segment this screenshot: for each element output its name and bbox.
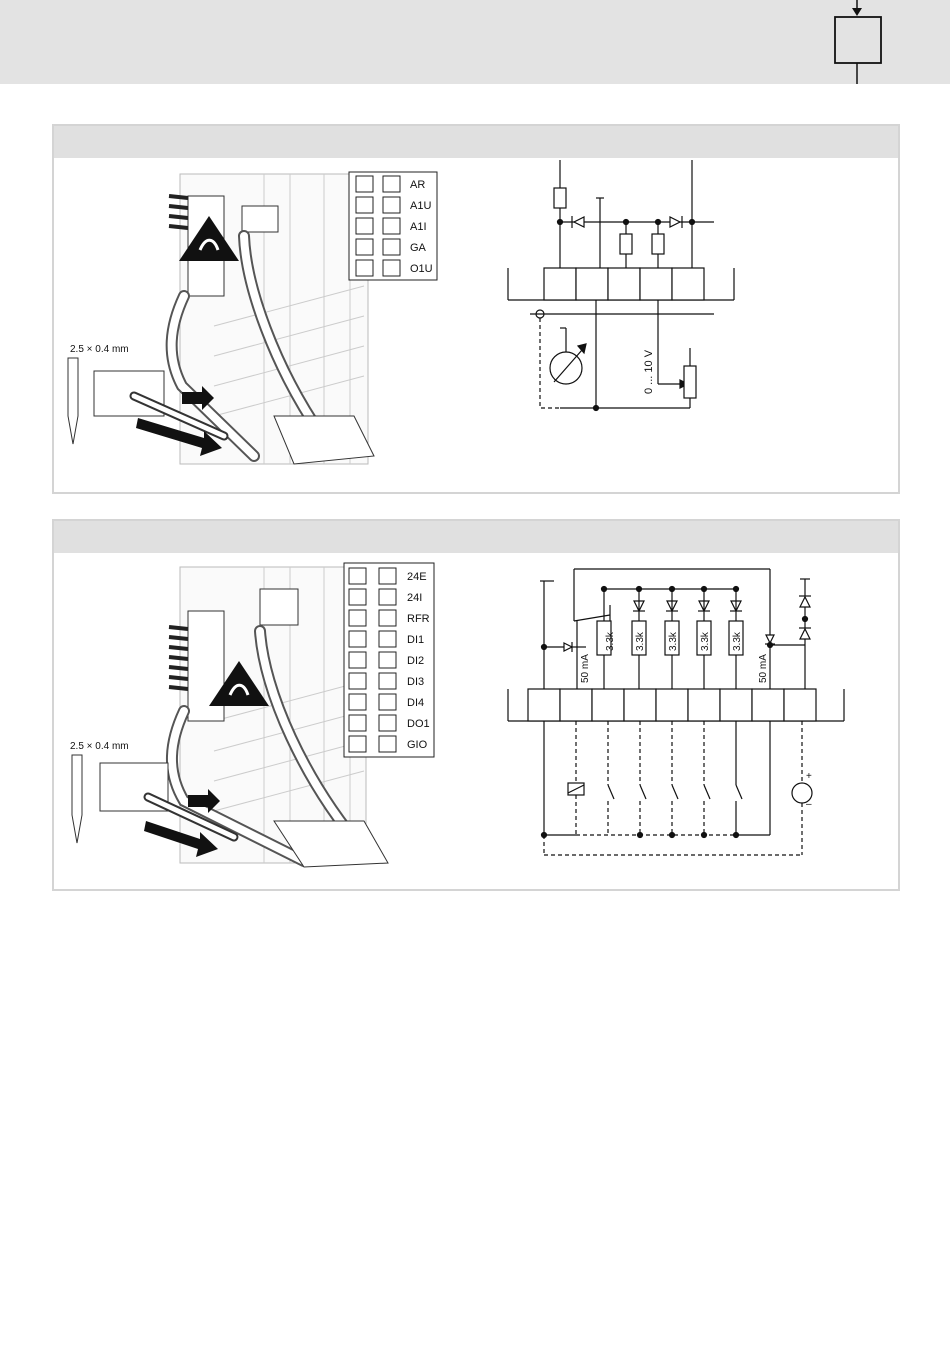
terminal-label: DO1 [407,718,430,730]
digital-circuit-schematic [508,569,844,855]
terminal-row [349,736,428,752]
analog-circuit-schematic [508,160,734,411]
terminal-label: A1U [410,200,432,212]
voltage-range-label: 0 ... 10 V [643,349,655,394]
terminal-row [349,673,424,689]
digital-io-figure [54,521,900,889]
process-block-icon [828,0,888,84]
terminal-row [356,218,427,234]
screwdriver-size-label: 2.5 × 0.4 mm [70,741,129,752]
terminal-row [349,652,424,668]
terminal-row [349,631,424,647]
plus-sign: + [806,771,812,782]
terminal-legend [349,172,437,280]
terminal-row [356,197,431,213]
header-band [0,0,950,84]
terminal-label: DI2 [407,655,425,667]
terminal-label: DI1 [407,634,425,646]
analog-io-panel [52,124,900,494]
terminal-label: RFR [407,613,430,625]
terminal-label: DI4 [407,697,425,709]
terminal-row [349,610,430,626]
screwdriver-size-label: 2.5 × 0.4 mm [70,344,129,355]
current-limit-label: 50 mA [580,654,591,683]
terminal-row [349,715,430,731]
terminal-legend [344,563,434,757]
resistor-value-label: 3.3k [635,632,646,651]
terminal-label: A1I [410,221,427,233]
terminal-label: 24I [407,592,423,604]
current-limit-label: 50 mA [758,654,769,683]
terminal-row [356,239,427,255]
terminal-row [349,589,422,605]
terminal-label: GIO [407,739,428,751]
terminal-label: AR [410,179,426,191]
terminal-label: GA [410,242,426,254]
terminal-label: O1U [410,263,433,275]
terminal-row [356,260,433,276]
resistor-value-label: 3.3k [700,632,711,651]
terminal-row [356,176,425,192]
analog-io-figure [54,126,900,492]
resistor-value-label: 3.3k [668,632,679,651]
terminal-row [349,568,427,584]
minus-sign: – [806,799,812,810]
digital-io-panel [52,519,900,891]
terminal-row [349,694,424,710]
resistor-value-label: 3.3k [732,632,743,651]
terminal-label: 24E [407,571,427,583]
terminal-label: DI3 [407,676,425,688]
resistor-value-label: 3.3k [605,632,616,651]
